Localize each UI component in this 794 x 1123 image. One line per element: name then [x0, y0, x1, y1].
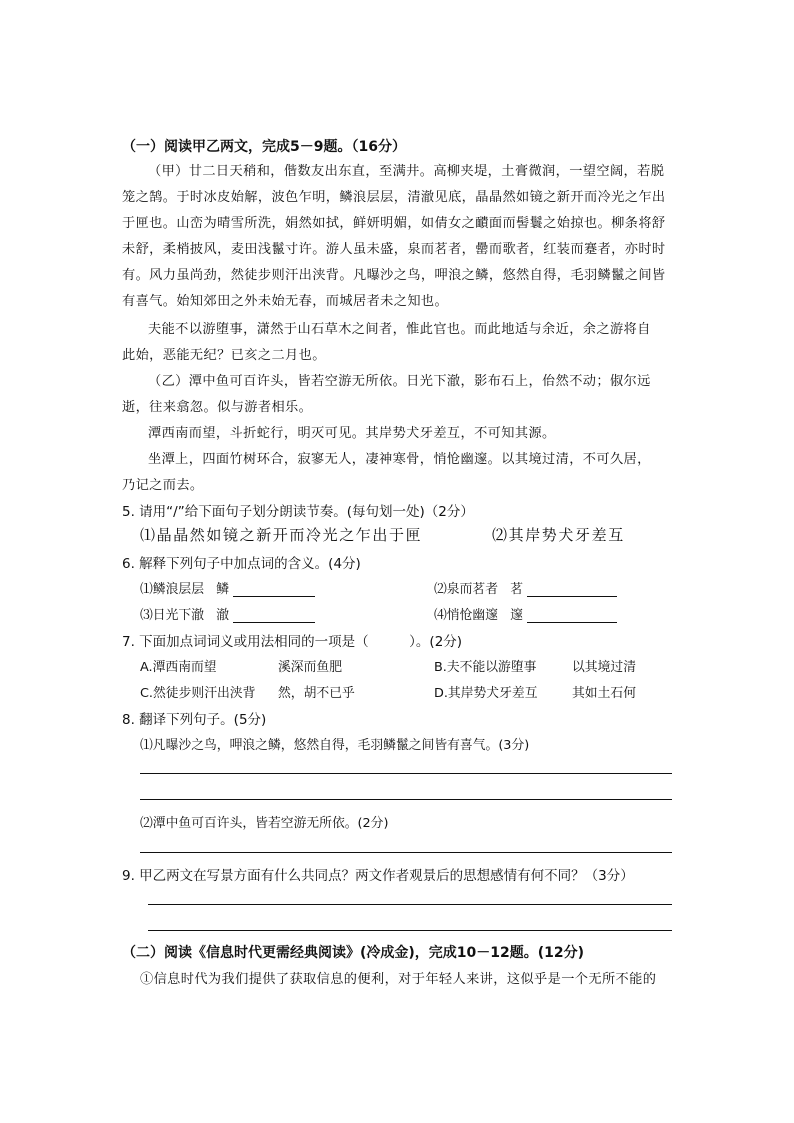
question-5: 5. 请用“/”给下面句子划分朗读节奏。(每句划一处)（2分） — [122, 504, 474, 520]
q8-sub-2: ⑵潭中鱼可百许头，皆若空游无所依。(2分) — [140, 816, 389, 831]
q6-word: 鳞 — [216, 582, 229, 597]
answer-line[interactable] — [140, 773, 672, 774]
q5-sentence-1: ⑴晶晶然如镜之新开而冷光之乍出于匣 — [140, 526, 423, 544]
question-6: 6. 解释下列句子中加点词的含义。(4分) — [122, 556, 361, 572]
answer-line[interactable] — [140, 852, 672, 853]
q6-sentence: ⑶日光下澈 — [140, 608, 204, 623]
q7-option-c[interactable] — [140, 682, 255, 701]
q6-sentence: ⑴鳞浪层层 — [140, 582, 204, 597]
answer-line[interactable] — [148, 904, 672, 905]
passage-line: 笼之鹄。于时冰皮始解，波色乍明，鳞浪层层，清澈见底，晶晶然如镜之新开而冷光之乍出 — [122, 190, 666, 205]
question-9: 9. 甲乙两文在写景方面有什么共同点？两文作者观景后的思想感情有何不同？（3分） — [122, 868, 634, 884]
section-2-first-line: ①信息时代为我们提供了获取信息的便利，对于年轻人来讲，这似乎是一个无所不能的 — [140, 972, 657, 987]
q8-sub-1: ⑴凡曝沙之鸟，呷浪之鳞，悠然自得，毛羽鳞鬣之间皆有喜气。(3分) — [140, 738, 530, 753]
q6-item-4 — [434, 604, 617, 623]
q6-item-2 — [434, 578, 617, 597]
question-8: 8. 翻译下列句子。(5分) — [122, 712, 267, 728]
answer-line[interactable] — [140, 799, 672, 800]
q6-word: 邃 — [510, 608, 523, 623]
q7-option-d[interactable] — [434, 682, 538, 701]
passage-line: 此始，恶能无纪？已亥之二月也。 — [122, 348, 326, 363]
passage-line: （乙）潭中鱼可百许头，皆若空游无所依。日光下澈，影布石上，佁然不动；俶尔远 — [148, 374, 651, 389]
q7-option-a[interactable] — [140, 656, 217, 675]
option-label: C.然徒步则汗出浃背 — [140, 686, 256, 701]
q5-sentence-2: ⑵其岸势犬牙差互 — [492, 526, 625, 544]
passage-line: 坐潭上，四面竹树环合，寂寥无人，凄神寒骨，悄怆幽邃。以其境过清，不可久居， — [148, 452, 651, 467]
passage-line: 有喜气。始知郊田之外未始无春，而城居者未之知也。 — [122, 294, 449, 309]
q7-option-c-pair: 然，胡不已乎 — [278, 686, 355, 701]
passage-line: 潭西南而望，斗折蛇行，明灭可见。其岸势犬牙差互，不可知其源。 — [148, 426, 556, 441]
q6-sentence: ⑷悄怆幽邃 — [434, 608, 498, 623]
q6-word: 澈 — [216, 608, 229, 623]
passage-line: 于匣也。山峦为晴雪所洗，娟然如拭，鲜妍明媚，如倩女之靧面而髻鬟之始掠也。柳条将舒 — [122, 216, 666, 231]
q7-option-a-pair: 溪深而鱼肥 — [278, 660, 342, 675]
section-1-heading: （一）阅读甲乙两文，完成5－9题。（16分） — [122, 139, 406, 155]
answer-line[interactable] — [148, 930, 672, 931]
section-2-heading: （二）阅读《信息时代更需经典阅读》(冷成金)，完成10－12题。(12分) — [122, 945, 585, 961]
question-7: 7. 下面加点词词义或用法相同的一项是（ ）。(2分) — [122, 634, 463, 650]
answer-blank[interactable] — [527, 582, 617, 597]
option-label: D.其岸势犬牙差互 — [434, 686, 538, 701]
q6-sentence: ⑵泉而茗者 — [434, 582, 498, 597]
q6-item-3 — [140, 604, 315, 623]
q6-item-1 — [140, 578, 315, 597]
passage-line: 夫能不以游堕事，潇然于山石草木之间者，惟此官也。而此地适与余近，余之游将自 — [148, 322, 651, 337]
q7-option-d-pair: 其如土石何 — [572, 686, 636, 701]
answer-blank[interactable] — [233, 582, 315, 597]
answer-blank[interactable] — [527, 608, 617, 623]
option-label: A.潭西南而望 — [140, 660, 217, 675]
q6-word: 茗 — [510, 582, 523, 597]
passage-line: （甲）廿二日天稍和，偕数友出东直，至满井。高柳夹堤，土膏微润，一望空阔，若脱 — [148, 164, 665, 179]
passage-line: 乃记之而去。 — [122, 478, 204, 493]
q7-option-b-pair: 以其境过清 — [572, 660, 636, 675]
q7-option-b[interactable] — [434, 656, 536, 675]
passage-line: 未舒，柔梢披风，麦田浅鬣寸许。游人虽未盛，泉而茗者，罍而歌者，红装而蹇者，亦时时 — [122, 242, 666, 257]
answer-blank[interactable] — [233, 608, 315, 623]
passage-line: 逝，往来翕忽。似与游者相乐。 — [122, 400, 313, 415]
passage-line: 有。风力虽尚劲，然徒步则汗出浃背。凡曝沙之鸟，呷浪之鳞，悠然自得，毛羽鳞鬣之间皆 — [122, 268, 666, 283]
option-label: B.夫不能以游堕事 — [434, 660, 537, 675]
